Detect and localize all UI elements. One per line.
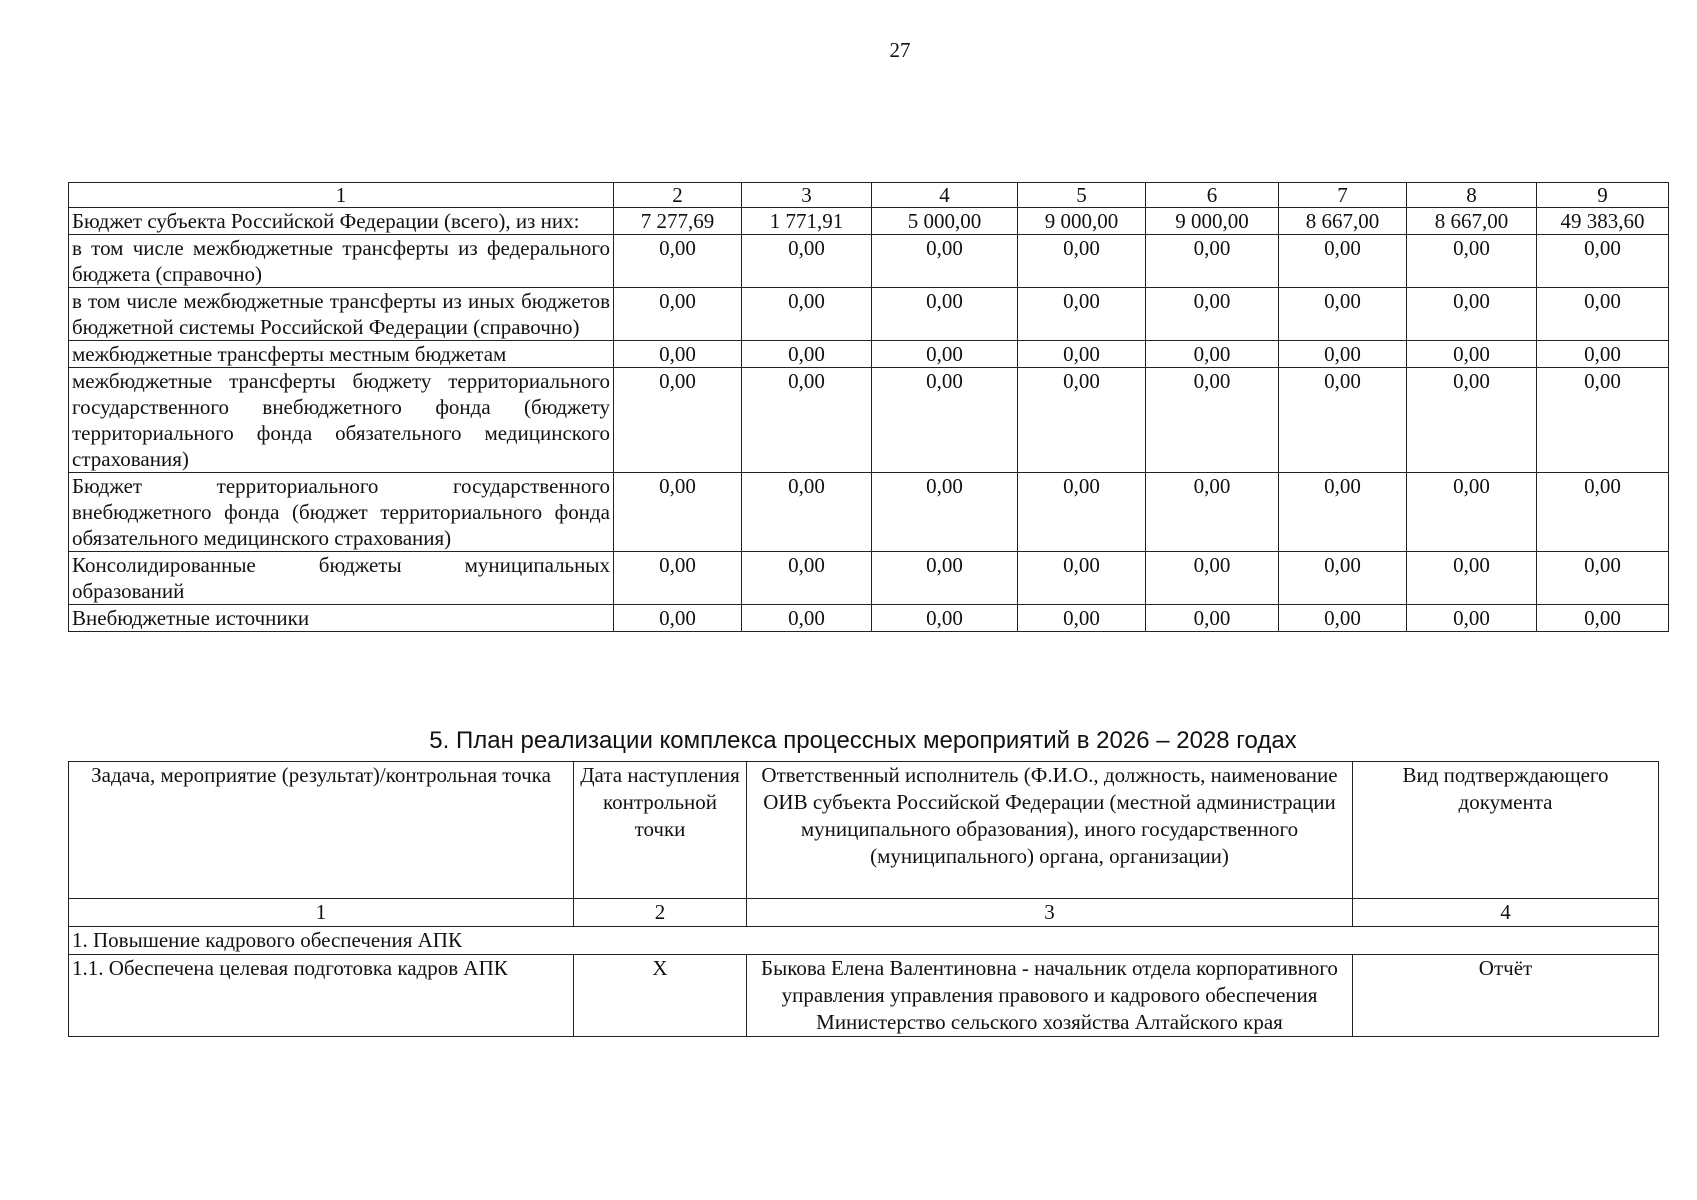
task-row — [69, 927, 1659, 955]
fin-value: 0,00 — [1279, 235, 1407, 288]
fin-value: 0,00 — [1537, 235, 1669, 288]
column-number: 3 — [747, 899, 1353, 927]
column-number: 2 — [574, 899, 747, 927]
column-number: 1 — [69, 899, 574, 927]
fin-row — [69, 552, 1669, 605]
fin-value: 0,00 — [742, 473, 872, 552]
header-document: Вид подтверждающего документа — [1353, 762, 1659, 899]
column-number: 2 — [614, 183, 742, 208]
column-number: 6 — [1146, 183, 1279, 208]
fin-value: 0,00 — [872, 552, 1018, 605]
fin-value: 0,00 — [872, 368, 1018, 473]
fin-value: 0,00 — [1146, 605, 1279, 632]
column-number: 4 — [872, 183, 1018, 208]
fin-value: 0,00 — [1018, 235, 1146, 288]
fin-row-label: Бюджет территориального государственного внебюджетного фонда (бюджет территориального фонда обязательного медицинского страхования) — [69, 473, 614, 552]
fin-row — [69, 341, 1669, 368]
plan-header-row — [69, 762, 1659, 899]
fin-row-label: Бюджет субъекта Российской Федерации (всего), из них: — [69, 208, 614, 235]
column-number: 7 — [1279, 183, 1407, 208]
fin-row — [69, 605, 1669, 632]
fin-value: 0,00 — [1146, 473, 1279, 552]
fin-value: 0,00 — [1018, 473, 1146, 552]
fin-value: 0,00 — [1279, 473, 1407, 552]
fin-value: 0,00 — [742, 341, 872, 368]
fin-value: 0,00 — [872, 341, 1018, 368]
fin-value: 0,00 — [1407, 605, 1537, 632]
fin-value: 0,00 — [1537, 605, 1669, 632]
fin-value: 0,00 — [614, 341, 742, 368]
fin-value: 0,00 — [614, 235, 742, 288]
item-document: Отчёт — [1353, 955, 1659, 1037]
financing-table — [68, 182, 1669, 632]
executor-organization: Министерство сельского хозяйства Алтайского края — [816, 1010, 1283, 1034]
fin-row — [69, 235, 1669, 288]
fin-value: 0,00 — [1407, 288, 1537, 341]
fin-value: 0,00 — [1146, 552, 1279, 605]
column-number: 1 — [69, 183, 614, 208]
fin-value: 0,00 — [614, 288, 742, 341]
fin-value: 0,00 — [1407, 368, 1537, 473]
fin-value: 9 000,00 — [1018, 208, 1146, 235]
fin-value: 0,00 — [742, 235, 872, 288]
fin-row — [69, 208, 1669, 235]
fin-value: 7 277,69 — [614, 208, 742, 235]
fin-value: 0,00 — [872, 605, 1018, 632]
fin-value: 0,00 — [1146, 341, 1279, 368]
fin-row — [69, 368, 1669, 473]
fin-value: 0,00 — [1537, 368, 1669, 473]
column-number: 5 — [1018, 183, 1146, 208]
task-title: 1. Повышение кадрового обеспечения АПК — [69, 927, 1659, 955]
fin-row — [69, 288, 1669, 341]
fin-row-label: Внебюджетные источники — [69, 605, 614, 632]
fin-row-label: в том числе межбюджетные трансферты из иных бюджетов бюджетной системы Российской Федерации (справочно) — [69, 288, 614, 341]
fin-value: 0,00 — [742, 288, 872, 341]
fin-row-label: межбюджетные трансферты бюджету территориального государственного внебюджетного фонда (бюджету территориального фонда обязательного медицинского страхования) — [69, 368, 614, 473]
column-number: 3 — [742, 183, 872, 208]
fin-value: 0,00 — [614, 605, 742, 632]
fin-value: 0,00 — [1537, 288, 1669, 341]
fin-value: 0,00 — [1018, 552, 1146, 605]
column-number: 8 — [1407, 183, 1537, 208]
plan-table — [68, 761, 1659, 1037]
fin-value: 5 000,00 — [872, 208, 1018, 235]
fin-value: 0,00 — [742, 368, 872, 473]
fin-value: 0,00 — [742, 605, 872, 632]
fin-row — [69, 473, 1669, 552]
fin-value: 8 667,00 — [1279, 208, 1407, 235]
fin-value: 0,00 — [1537, 341, 1669, 368]
fin-value: 0,00 — [872, 235, 1018, 288]
executor-person: Быкова Елена Валентиновна - начальник отдела корпоративного управления управления правового и кадрового обеспечения — [761, 956, 1338, 1007]
fin-value: 0,00 — [1146, 368, 1279, 473]
fin-value: 0,00 — [872, 288, 1018, 341]
column-number: 9 — [1537, 183, 1669, 208]
fin-value: 0,00 — [1018, 288, 1146, 341]
header-task: Задача, мероприятие (результат)/контрольная точка — [69, 762, 574, 899]
item-row — [69, 955, 1659, 1037]
plan-column-numbers-row — [69, 899, 1659, 927]
header-date: Дата наступления контрольной точки — [574, 762, 747, 899]
fin-value: 0,00 — [1407, 341, 1537, 368]
header-executor: Ответственный исполнитель (Ф.И.О., должность, наименование ОИВ субъекта Российской Федерации (местной администрации муниципального образования), иного государственного (муниципального) органа, организации) — [747, 762, 1353, 899]
fin-row-label: Консолидированные бюджеты муниципальных образований — [69, 552, 614, 605]
column-number: 4 — [1353, 899, 1659, 927]
item-executor — [747, 955, 1353, 1037]
fin-value: 0,00 — [1146, 288, 1279, 341]
fin-value: 0,00 — [1018, 368, 1146, 473]
fin-value: 0,00 — [742, 552, 872, 605]
fin-value: 0,00 — [1146, 235, 1279, 288]
fin-value: 0,00 — [614, 368, 742, 473]
fin-value: 0,00 — [872, 473, 1018, 552]
fin-value: 0,00 — [1279, 288, 1407, 341]
fin-value: 0,00 — [1018, 605, 1146, 632]
fin-value: 0,00 — [1407, 235, 1537, 288]
fin-value: 8 667,00 — [1407, 208, 1537, 235]
fin-value: 0,00 — [1018, 341, 1146, 368]
fin-value: 0,00 — [1279, 552, 1407, 605]
fin-value: 0,00 — [1279, 341, 1407, 368]
page-number: 27 — [889, 38, 911, 62]
fin-value: 0,00 — [1279, 605, 1407, 632]
section-title: 5. План реализации комплекса процессных мероприятий в 2026 – 2028 годах — [429, 727, 1297, 754]
fin-value: 1 771,91 — [742, 208, 872, 235]
fin-value: 0,00 — [1407, 473, 1537, 552]
fin-value: 9 000,00 — [1146, 208, 1279, 235]
fin-value: 0,00 — [1537, 552, 1669, 605]
fin-value: 0,00 — [1279, 368, 1407, 473]
fin-value: 49 383,60 — [1537, 208, 1669, 235]
fin-value: 0,00 — [1537, 473, 1669, 552]
fin-row-label: межбюджетные трансферты местным бюджетам — [69, 341, 614, 368]
fin-row-label: в том числе межбюджетные трансферты из федерального бюджета (справочно) — [69, 235, 614, 288]
fin-header-row — [69, 183, 1669, 208]
fin-value: 0,00 — [1407, 552, 1537, 605]
fin-value: 0,00 — [614, 473, 742, 552]
fin-value: 0,00 — [614, 552, 742, 605]
item-name: 1.1. Обеспечена целевая подготовка кадров АПК — [69, 955, 574, 1037]
item-date: X — [574, 955, 747, 1037]
